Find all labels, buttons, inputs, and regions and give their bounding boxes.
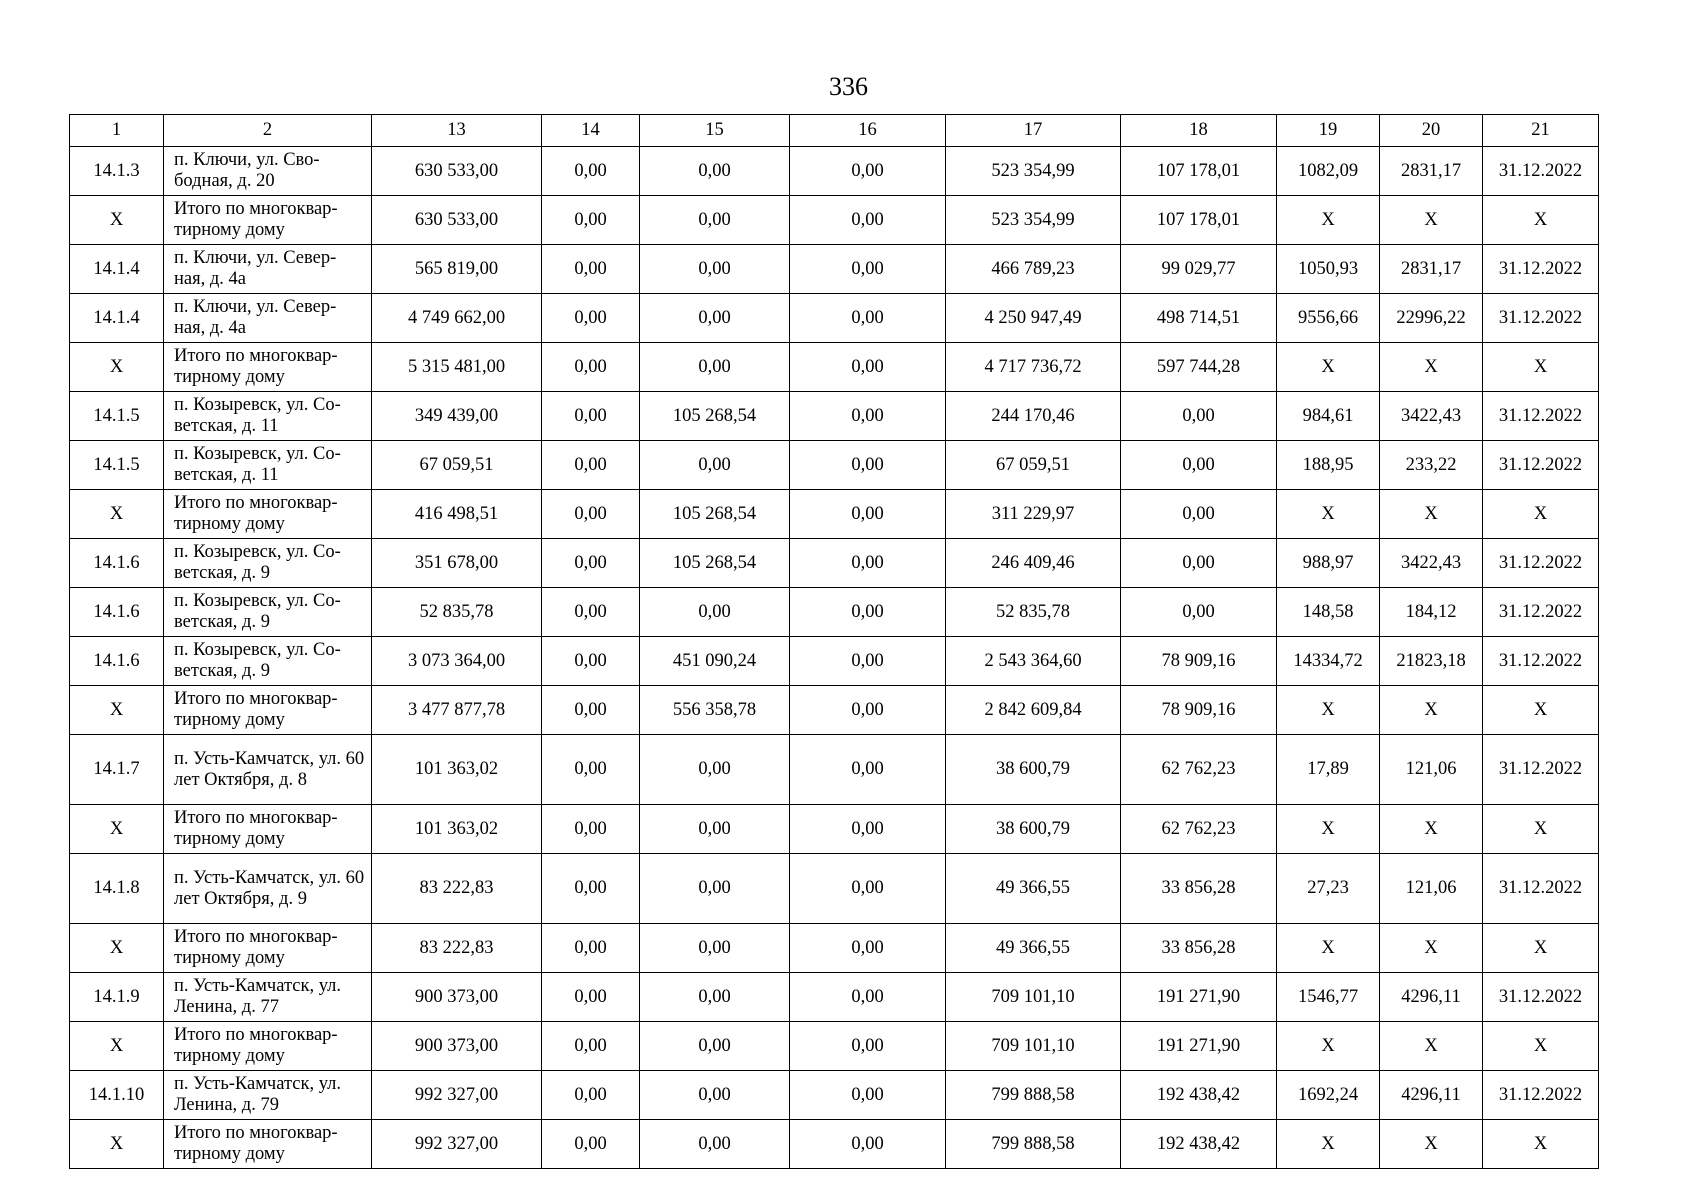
table-cell: 0,00 (640, 1120, 790, 1169)
table-cell: 105 268,54 (640, 392, 790, 441)
table-cell: 192 438,42 (1121, 1120, 1277, 1169)
table-cell: 0,00 (790, 539, 946, 588)
table-cell: Х (1483, 343, 1599, 392)
table-cell: 31.12.2022 (1483, 294, 1599, 343)
table-cell: 451 090,24 (640, 637, 790, 686)
table-cell: 0,00 (640, 1071, 790, 1120)
table-row (70, 539, 1599, 588)
table-cell: 416 498,51 (372, 490, 542, 539)
table-cell: 0,00 (640, 1022, 790, 1071)
table-cell: 52 835,78 (372, 588, 542, 637)
table-cell: 2 543 364,60 (946, 637, 1121, 686)
column-header: 14 (542, 115, 640, 147)
table-cell: 31.12.2022 (1483, 735, 1599, 805)
table-cell: 14.1.8 (70, 854, 164, 924)
table-cell: 49 366,55 (946, 854, 1121, 924)
table-cell: 3422,43 (1380, 539, 1483, 588)
address-cell: п. Ключи, ул. Север-ная, д. 4а (164, 294, 372, 343)
table-row (70, 924, 1599, 973)
table-cell: 0,00 (542, 539, 640, 588)
table-cell: Х (1380, 1022, 1483, 1071)
table-cell: 0,00 (640, 805, 790, 854)
table-cell: 22996,22 (1380, 294, 1483, 343)
table-cell: 31.12.2022 (1483, 637, 1599, 686)
table-cell: 709 101,10 (946, 1022, 1121, 1071)
table-cell: 0,00 (790, 245, 946, 294)
table-cell: 0,00 (790, 805, 946, 854)
table-cell: 14.1.4 (70, 245, 164, 294)
table-cell: 0,00 (640, 147, 790, 196)
table-header-row (70, 115, 1599, 147)
table-cell: 2 842 609,84 (946, 686, 1121, 735)
table-cell: Х (1277, 924, 1380, 973)
table-cell: 3 477 877,78 (372, 686, 542, 735)
table-cell: 0,00 (640, 441, 790, 490)
table-cell: 523 354,99 (946, 147, 1121, 196)
table-cell: 105 268,54 (640, 490, 790, 539)
table-cell: 4296,11 (1380, 973, 1483, 1022)
table-cell: Х (70, 1120, 164, 1169)
table-cell: 31.12.2022 (1483, 245, 1599, 294)
column-header: 21 (1483, 115, 1599, 147)
table-row (70, 686, 1599, 735)
table-row (70, 343, 1599, 392)
table-cell: 0,00 (640, 924, 790, 973)
table-cell: Х (1483, 490, 1599, 539)
address-cell: Итого по многоквар-тирному дому (164, 490, 372, 539)
table-cell: 0,00 (640, 343, 790, 392)
table-cell: 4 250 947,49 (946, 294, 1121, 343)
table-cell: 0,00 (790, 1120, 946, 1169)
table-cell: 188,95 (1277, 441, 1380, 490)
table-row (70, 805, 1599, 854)
table-row (70, 147, 1599, 196)
table-cell: 0,00 (640, 294, 790, 343)
column-header: 1 (70, 115, 164, 147)
table-cell: 14.1.7 (70, 735, 164, 805)
address-cell: п. Усть-Камчатск, ул. 60 лет Октября, д. 8 (164, 735, 372, 805)
table-cell: 4296,11 (1380, 1071, 1483, 1120)
table-cell: 630 533,00 (372, 196, 542, 245)
table-cell: 988,97 (1277, 539, 1380, 588)
table-cell: 1050,93 (1277, 245, 1380, 294)
address-cell: Итого по многоквар-тирному дому (164, 924, 372, 973)
table-cell: 38 600,79 (946, 735, 1121, 805)
table-cell: 67 059,51 (946, 441, 1121, 490)
table-cell: Х (1277, 343, 1380, 392)
table-cell: 0,00 (542, 490, 640, 539)
table-cell: Х (1380, 686, 1483, 735)
table-cell: 523 354,99 (946, 196, 1121, 245)
address-cell: Итого по многоквар-тирному дому (164, 805, 372, 854)
table-cell: 4 717 736,72 (946, 343, 1121, 392)
table-cell: 0,00 (542, 196, 640, 245)
table-cell: Х (1277, 1022, 1380, 1071)
table-cell: 0,00 (790, 392, 946, 441)
table-cell: 83 222,83 (372, 854, 542, 924)
table-cell: 0,00 (542, 245, 640, 294)
table-cell: 9556,66 (1277, 294, 1380, 343)
table-cell: 191 271,90 (1121, 973, 1277, 1022)
table-cell: 121,06 (1380, 854, 1483, 924)
table-cell: 3 073 364,00 (372, 637, 542, 686)
table-cell: Х (1380, 924, 1483, 973)
table-cell: 62 762,23 (1121, 735, 1277, 805)
table-cell: 31.12.2022 (1483, 973, 1599, 1022)
table-cell: 799 888,58 (946, 1120, 1121, 1169)
table-cell: Х (1483, 1022, 1599, 1071)
table-cell: 0,00 (1121, 539, 1277, 588)
table-cell: 31.12.2022 (1483, 539, 1599, 588)
table-cell: 14.1.3 (70, 147, 164, 196)
table-cell: 246 409,46 (946, 539, 1121, 588)
table-cell: Х (1483, 686, 1599, 735)
table-cell: 1546,77 (1277, 973, 1380, 1022)
address-cell: п. Козыревск, ул. Со-ветская, д. 11 (164, 392, 372, 441)
table-cell: 0,00 (790, 973, 946, 1022)
table-cell: 0,00 (542, 294, 640, 343)
table-cell: 14.1.10 (70, 1071, 164, 1120)
table-cell: 0,00 (640, 588, 790, 637)
table-cell: 0,00 (542, 805, 640, 854)
address-cell: п. Усть-Камчатск, ул. 60 лет Октября, д. 9 (164, 854, 372, 924)
table-cell: Х (1277, 196, 1380, 245)
table-cell: 101 363,02 (372, 735, 542, 805)
table-cell: 0,00 (640, 735, 790, 805)
column-header: 20 (1380, 115, 1483, 147)
table-cell: 0,00 (790, 1071, 946, 1120)
table-cell: 0,00 (640, 854, 790, 924)
table-cell: 0,00 (790, 343, 946, 392)
table-cell: 900 373,00 (372, 1022, 542, 1071)
table-cell: 17,89 (1277, 735, 1380, 805)
table-cell: 148,58 (1277, 588, 1380, 637)
table-cell: 184,12 (1380, 588, 1483, 637)
table-cell: 99 029,77 (1121, 245, 1277, 294)
table-cell: 0,00 (542, 924, 640, 973)
table-cell: 107 178,01 (1121, 147, 1277, 196)
table-row (70, 1071, 1599, 1120)
table-cell: Х (1380, 805, 1483, 854)
table-cell: 21823,18 (1380, 637, 1483, 686)
table-cell: Х (1277, 1120, 1380, 1169)
table-cell: Х (1380, 490, 1483, 539)
table-cell: 992 327,00 (372, 1120, 542, 1169)
table-cell: 105 268,54 (640, 539, 790, 588)
table-cell: 78 909,16 (1121, 686, 1277, 735)
table-cell: 0,00 (542, 343, 640, 392)
table-cell: Х (70, 686, 164, 735)
table-cell: 27,23 (1277, 854, 1380, 924)
table-cell: 62 762,23 (1121, 805, 1277, 854)
table-cell: Х (70, 490, 164, 539)
table-cell: Х (70, 805, 164, 854)
column-header: 16 (790, 115, 946, 147)
table-cell: 0,00 (790, 1022, 946, 1071)
table-cell: 14.1.6 (70, 637, 164, 686)
table-cell: 466 789,23 (946, 245, 1121, 294)
table-cell: 52 835,78 (946, 588, 1121, 637)
address-cell: п. Усть-Камчатск, ул. Ленина, д. 77 (164, 973, 372, 1022)
table-cell: 14334,72 (1277, 637, 1380, 686)
table-cell: 0,00 (542, 441, 640, 490)
table-cell: 0,00 (640, 245, 790, 294)
table-row (70, 854, 1599, 924)
table-cell: 0,00 (542, 1120, 640, 1169)
table-cell: 0,00 (790, 854, 946, 924)
address-cell: п. Ключи, ул. Север-ная, д. 4а (164, 245, 372, 294)
table-cell: 0,00 (542, 686, 640, 735)
table-cell: 0,00 (542, 147, 640, 196)
table-cell: 14.1.9 (70, 973, 164, 1022)
table-cell: 0,00 (790, 686, 946, 735)
table-cell: 0,00 (542, 1071, 640, 1120)
table-cell: 31.12.2022 (1483, 1071, 1599, 1120)
table-cell: 121,06 (1380, 735, 1483, 805)
table-cell: 33 856,28 (1121, 924, 1277, 973)
table-cell: 0,00 (790, 588, 946, 637)
table-cell: 2831,17 (1380, 147, 1483, 196)
table-cell: 0,00 (790, 196, 946, 245)
address-cell: Итого по многоквар-тирному дому (164, 343, 372, 392)
table-cell: 101 363,02 (372, 805, 542, 854)
table-cell: 0,00 (542, 854, 640, 924)
table-cell: 78 909,16 (1121, 637, 1277, 686)
table-row (70, 294, 1599, 343)
table-cell: Х (1380, 1120, 1483, 1169)
address-cell: Итого по многоквар-тирному дому (164, 196, 372, 245)
table-cell: 14.1.5 (70, 441, 164, 490)
table-cell: 0,00 (790, 294, 946, 343)
table-row (70, 1022, 1599, 1071)
table-cell: 4 749 662,00 (372, 294, 542, 343)
table-cell: Х (70, 196, 164, 245)
table-cell: 0,00 (790, 637, 946, 686)
table-cell: 14.1.4 (70, 294, 164, 343)
table-cell: 992 327,00 (372, 1071, 542, 1120)
table-cell: 3422,43 (1380, 392, 1483, 441)
table-cell: 0,00 (542, 1022, 640, 1071)
table-cell: 14.1.6 (70, 588, 164, 637)
table-cell: Х (1483, 1120, 1599, 1169)
table-cell: 49 366,55 (946, 924, 1121, 973)
table-cell: Х (1277, 805, 1380, 854)
table-cell: 191 271,90 (1121, 1022, 1277, 1071)
table-cell: 0,00 (790, 441, 946, 490)
table-row (70, 735, 1599, 805)
table-cell: Х (1483, 196, 1599, 245)
page-number: 336 (829, 72, 868, 101)
table-cell: 31.12.2022 (1483, 854, 1599, 924)
table-cell: 14.1.6 (70, 539, 164, 588)
table-cell: Х (1483, 805, 1599, 854)
address-cell: п. Ключи, ул. Сво-бодная, д. 20 (164, 147, 372, 196)
table-cell: 0,00 (542, 735, 640, 805)
column-header: 18 (1121, 115, 1277, 147)
table-cell: 38 600,79 (946, 805, 1121, 854)
table-cell: 192 438,42 (1121, 1071, 1277, 1120)
table-cell: 0,00 (542, 973, 640, 1022)
table-cell: Х (1380, 196, 1483, 245)
table-cell: 0,00 (790, 490, 946, 539)
address-cell: Итого по многоквар-тирному дому (164, 686, 372, 735)
table-cell: 31.12.2022 (1483, 147, 1599, 196)
table-cell: Х (1380, 343, 1483, 392)
address-cell: п. Козыревск, ул. Со-ветская, д. 9 (164, 637, 372, 686)
table-cell: 0,00 (790, 147, 946, 196)
data-table (69, 114, 1599, 1169)
table-cell: 565 819,00 (372, 245, 542, 294)
table-row (70, 490, 1599, 539)
table-cell: 0,00 (1121, 588, 1277, 637)
table-cell: 0,00 (1121, 490, 1277, 539)
table-cell: 5 315 481,00 (372, 343, 542, 392)
table-cell: 984,61 (1277, 392, 1380, 441)
column-header: 17 (946, 115, 1121, 147)
table-cell: 556 358,78 (640, 686, 790, 735)
table-cell: 0,00 (1121, 392, 1277, 441)
table-cell: 630 533,00 (372, 147, 542, 196)
table-cell: 709 101,10 (946, 973, 1121, 1022)
table-cell: 0,00 (542, 637, 640, 686)
table-cell: 244 170,46 (946, 392, 1121, 441)
table-cell: Х (70, 1022, 164, 1071)
column-header: 15 (640, 115, 790, 147)
table-cell: Х (1277, 490, 1380, 539)
table-cell: Х (70, 343, 164, 392)
address-cell: Итого по многоквар-тирному дому (164, 1022, 372, 1071)
table-cell: 0,00 (1121, 441, 1277, 490)
table-cell: 83 222,83 (372, 924, 542, 973)
table-cell: 311 229,97 (946, 490, 1121, 539)
table-row (70, 1120, 1599, 1169)
table-cell: 14.1.5 (70, 392, 164, 441)
table-cell: 0,00 (640, 973, 790, 1022)
table-cell: 351 678,00 (372, 539, 542, 588)
table-cell: Х (1277, 686, 1380, 735)
table-row (70, 196, 1599, 245)
column-header: 13 (372, 115, 542, 147)
table-cell: 31.12.2022 (1483, 392, 1599, 441)
table-row (70, 245, 1599, 294)
table-cell: 233,22 (1380, 441, 1483, 490)
address-cell: п. Козыревск, ул. Со-ветская, д. 9 (164, 588, 372, 637)
table-cell: 2831,17 (1380, 245, 1483, 294)
table-cell: Х (70, 924, 164, 973)
table-row (70, 973, 1599, 1022)
table-cell: 900 373,00 (372, 973, 542, 1022)
table-row (70, 637, 1599, 686)
column-header: 2 (164, 115, 372, 147)
address-cell: п. Козыревск, ул. Со-ветская, д. 9 (164, 539, 372, 588)
table-cell: 0,00 (542, 588, 640, 637)
table-cell: 349 439,00 (372, 392, 542, 441)
table-cell: 1692,24 (1277, 1071, 1380, 1120)
table-cell: 0,00 (790, 735, 946, 805)
table-row (70, 441, 1599, 490)
table-cell: 1082,09 (1277, 147, 1380, 196)
table-cell: 0,00 (640, 196, 790, 245)
column-header: 19 (1277, 115, 1380, 147)
table-cell: 0,00 (790, 924, 946, 973)
table-cell: 31.12.2022 (1483, 588, 1599, 637)
table-cell: 498 714,51 (1121, 294, 1277, 343)
table-cell: 67 059,51 (372, 441, 542, 490)
table-row (70, 588, 1599, 637)
address-cell: Итого по многоквар-тирному дому (164, 1120, 372, 1169)
address-cell: п. Козыревск, ул. Со-ветская, д. 11 (164, 441, 372, 490)
table-cell: 799 888,58 (946, 1071, 1121, 1120)
table-cell: 33 856,28 (1121, 854, 1277, 924)
address-cell: п. Усть-Камчатск, ул. Ленина, д. 79 (164, 1071, 372, 1120)
table-cell: 31.12.2022 (1483, 441, 1599, 490)
table-cell: Х (1483, 924, 1599, 973)
table-row (70, 392, 1599, 441)
table-cell: 597 744,28 (1121, 343, 1277, 392)
table-cell: 107 178,01 (1121, 196, 1277, 245)
table-cell: 0,00 (542, 392, 640, 441)
